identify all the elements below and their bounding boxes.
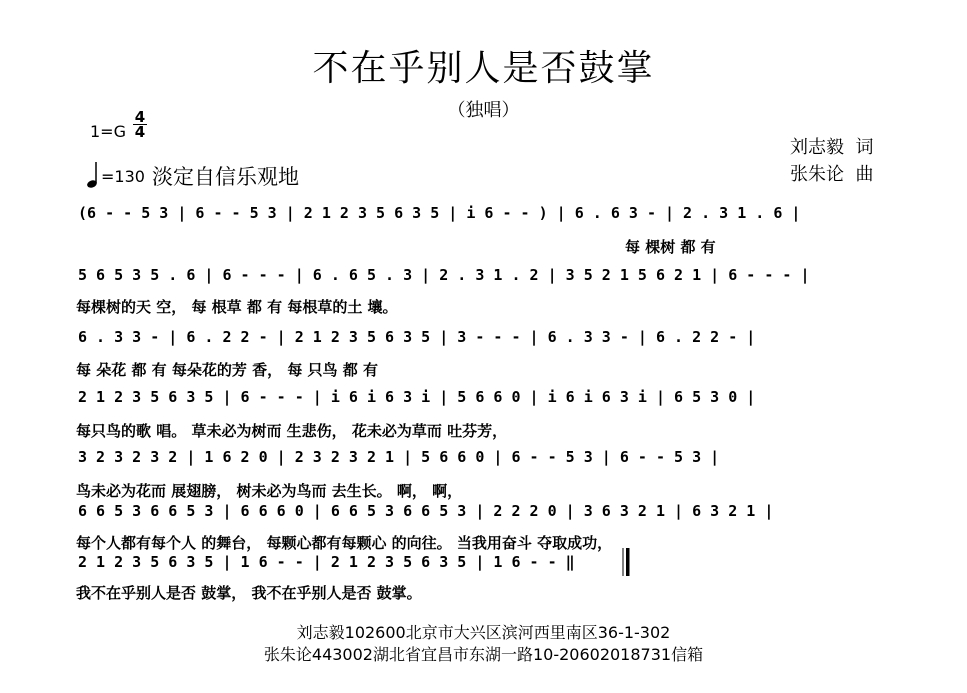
tempo-marking: =130 — [101, 167, 145, 186]
lyric-line-5: 鸟未必为花而 展翅膀， 树未必为鸟而 去生长。 啊， 啊， — [76, 482, 463, 500]
lyric-line-1: 每 棵树 都 有 — [625, 238, 716, 256]
lyricist-credit: 刘志毅 词 — [790, 137, 874, 158]
key-signature: 1=G — [90, 122, 126, 141]
lyric-line-6: 每个人都有每个人 的舞台， 每颗心都有每颗心 的向往。 当我用奋斗 夺取成功， — [76, 534, 613, 552]
music-line-6: 6 6 5 3 6 6 5 3 | 6 6 6 0 | 6 6 5 3 6 6 5 3 | 2 2 2 0 | 3 6 3 2 1 | 6 3 2 1 | — [78, 502, 774, 520]
lyric-line-7: 我不在乎别人是否 鼓掌， 我不在乎别人是否 鼓掌。 — [76, 584, 422, 602]
quarter-note-icon — [86, 160, 102, 190]
music-line-2: 5 6 5 3 5 . 6 | 6 - - - | 6 . 6 5 . 3 | 2 . 3 1 . 2 | 3 5 2 1 5 6 2 1 | 6 - - - | — [78, 266, 810, 284]
composer-address: 张朱论443002湖北省宜昌市东湖一路10-20602018731信箱 — [263, 645, 704, 664]
lyric-line-2: 每棵树的天 空， 每 根草 都 有 每根草的土 壤。 — [76, 298, 398, 316]
subtitle: （独唱） — [447, 100, 520, 121]
expression-marking: 淡定自信乐观地 — [152, 165, 299, 189]
time-signature-top: 4 — [134, 108, 146, 126]
time-signature — [133, 110, 147, 139]
lyricist-address: 刘志毅102600北京市大兴区滨河西里南区36-1-302 — [296, 623, 671, 642]
page-title: 不在乎别人是否鼓掌 — [312, 48, 655, 89]
music-line-7: 2 1 2 3 5 6 3 5 | 1 6 - - | 2 1 2 3 5 6 3 5 | 1 6 - - ‖ — [78, 553, 575, 571]
music-line-3: 6 . 3 3 - | 6 . 2 2 - | 2 1 2 3 5 6 3 5 | 3 - - - | 6 . 3 3 - | 6 . 2 2 - | — [78, 328, 756, 346]
time-signature-bottom: 4 — [134, 123, 146, 141]
lyric-line-3: 每 朵花 都 有 每朵花的芳 香， 每 只鸟 都 有 — [76, 361, 379, 379]
lyric-line-4: 每只鸟的歌 唱。 草未必为树而 生悲伤， 花未必为草而 吐芬芳， — [76, 422, 508, 440]
composer-credit: 张朱论 曲 — [790, 164, 874, 185]
music-line-4: 2 1 2 3 5 6 3 5 | 6 - - - | i 6 i 6 3 i | 5 6 6 0 | i 6 i 6 3 i | 6 5 3 0 | — [78, 388, 756, 406]
music-line-1: (6 - - 5 3 | 6 - - 5 3 | 2 1 2 3 5 6 3 5 | i 6 - - ) | 6 . 6 3 - | 2 . 3 1 . 6 | — [78, 204, 801, 222]
final-barline — [622, 548, 630, 576]
music-line-5: 3 2 3 2 3 2 | 1 6 2 0 | 2 3 2 3 2 1 | 5 6 6 0 | 6 - - 5 3 | 6 - - 5 3 | — [78, 448, 720, 466]
